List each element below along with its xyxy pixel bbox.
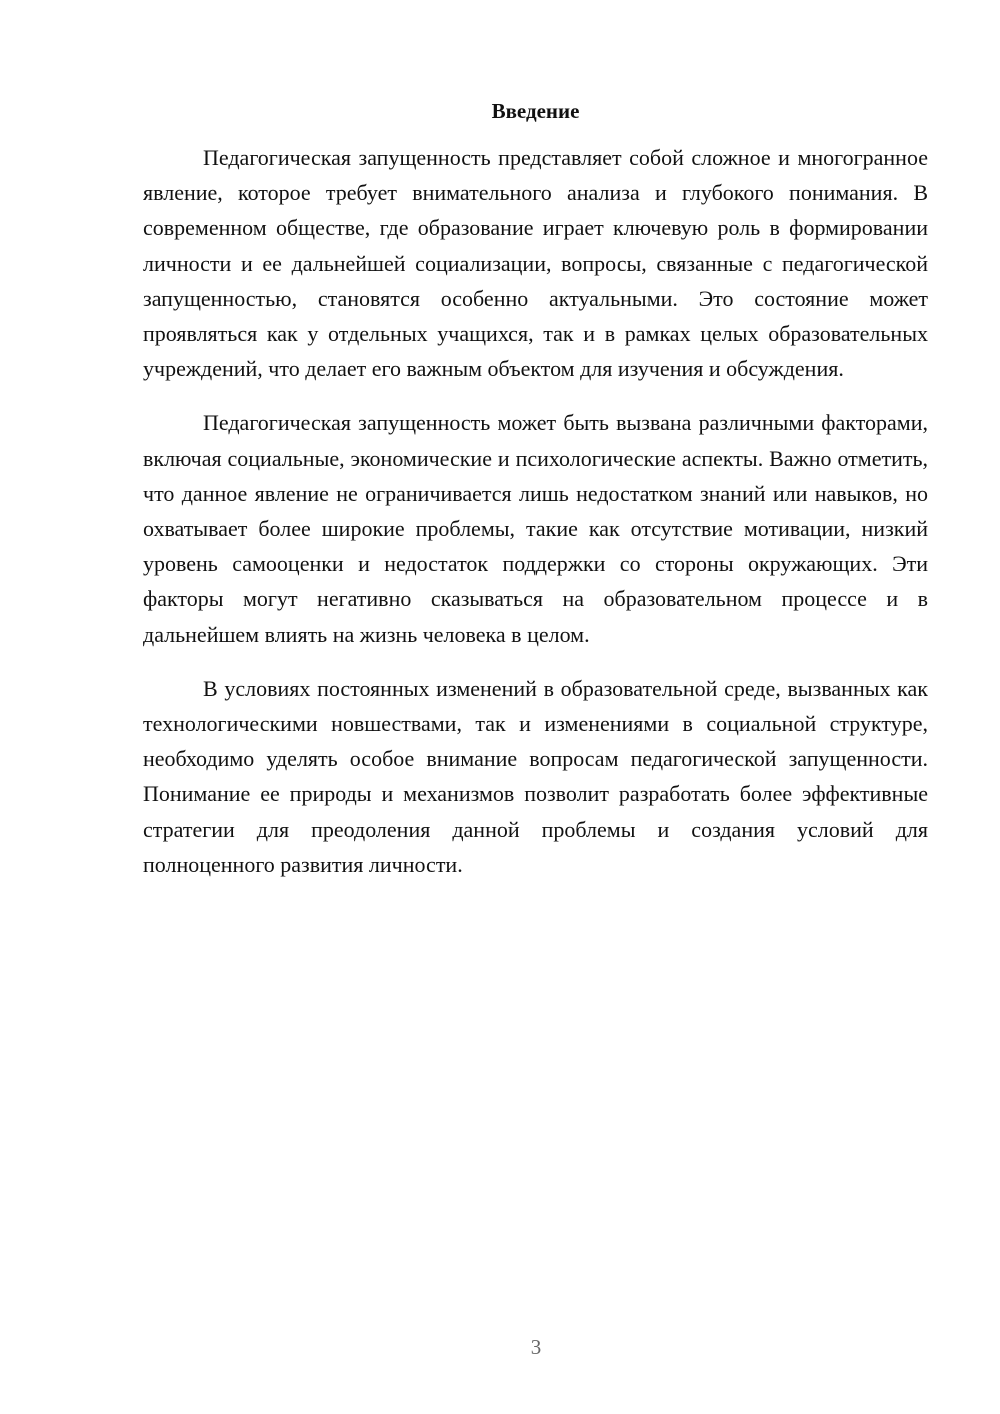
paragraph-3: В условиях постоянных изменений в образовательной среде, вызванных как технологическими новшествами, так и изменениями в социальной структуре, необходимо уделять особое внимание вопросам педагогической запущенности. Понимание ее природы и механизмов позволит разработать более эффективные стратегии для преодоления данной проблемы и создания условий для полноценного развития личности.	[143, 675, 928, 877]
paragraph-1: Педагогическая запущенность представляет собой сложное и многогранное явление, которое требует внимательного анализа и глубокого понимания. В современном обществе, где образование играет ключевую роль в формировании личности и ее дальнейшей социализации, вопросы, связанные с педагогической запущенностью, становятся особенно актуальными. Это состояние может проявляться как у отдельных учащихся, так и в рамках целых образовательных учреждений, что делает его важным объектом для изучения и обсуждения.	[143, 145, 928, 382]
page-number: 3	[530, 1335, 542, 1359]
section-heading: Введение	[491, 99, 580, 123]
page-content	[143, 94, 928, 901]
paragraph-2: Педагогическая запущенность может быть вызвана различными факторами, включая социальные, экономические и психологические аспекты. Важно отметить, что данное явление не ограничивается лишь недостатком знаний или навыков, но охватывает более широкие проблемы, такие как отсутствие мотивации, низкий уровень самооценки и недостаток поддержки со стороны окружающих. Эти факторы могут негативно сказываться на образовательном процессе и в дальнейшем влиять на жизнь человека в целом.	[143, 410, 928, 647]
